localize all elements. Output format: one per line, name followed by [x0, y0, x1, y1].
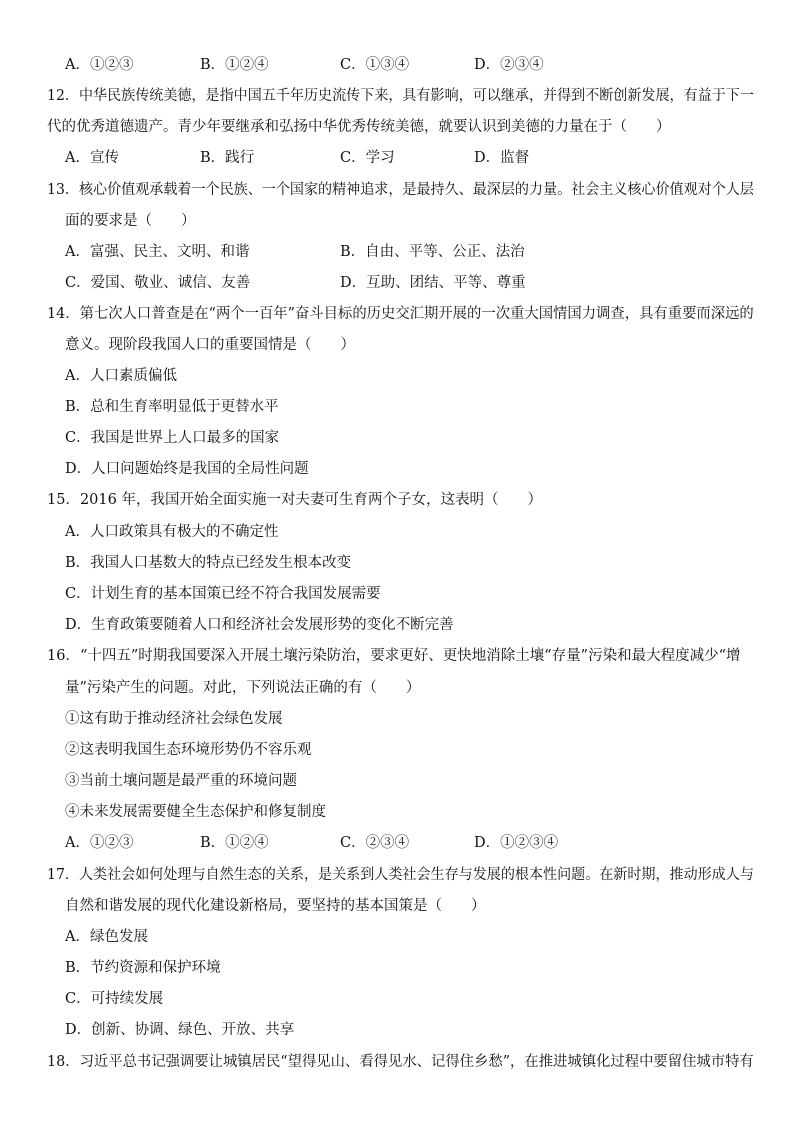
q16-stem-line2: 量”污染产生的问题。对此，下列说法正确的有（ ） [65, 680, 421, 696]
q14-option-d: D．人口问题始终是我国的全局性问题 [65, 461, 309, 477]
q14-option-a: A．人口素质偏低 [65, 368, 177, 384]
q17-option-c: C．可持续发展 [65, 991, 164, 1007]
q16-statement-4: ④未来发展需要健全生态保护和修复制度 [65, 804, 326, 820]
q16-statement-2: ②这表明我国生态环境形势仍不容乐观 [65, 742, 312, 758]
q12-option-d: D．监督 [474, 150, 530, 166]
q12-stem-line1: 12．中华民族传统美德，是指中国五千年历史流传下来，具有影响，可以继承，并得到不断创新发展，有益于下一 [47, 88, 754, 104]
q16-option-c: C．②③④ [340, 835, 410, 851]
q16-stem-line1: 16．“十四五”时期我国要深入开展土壤污染防治，要求更好、更快地消除土壤“存量”污染和最大程度减少“增 [47, 648, 741, 664]
q13-option-d: D．互助、团结、平等、尊重 [340, 275, 526, 291]
q13-stem-line1: 13．核心价值观承载着一个民族、一个国家的精神追求，是最持久、最深层的力量。社会主义核心价值观对个人层 [47, 182, 754, 198]
q11-option-d: D．②③④ [474, 57, 544, 73]
q12-option-c: C．学习 [340, 150, 395, 166]
q17-stem-line1: 17．人类社会如何处理与自然生态的关系，是关系到人类社会生存与发展的根本性问题。在新时期，推动形成人与 [47, 867, 754, 883]
q18-stem-line1: 18．习近平总书记强调要让城镇居民“望得见山、看得见水、记得住乡愁”，在推进城镇化过程中要留住城市特有 [47, 1054, 754, 1070]
q17-stem-line2: 自然和谐发展的现代化建设新格局，要坚持的基本国策是（ ） [65, 898, 486, 914]
q15-option-b: B．我国人口基数大的特点已经发生根本改变 [65, 555, 352, 571]
q12-stem-line2: 代的优秀道德遗产。青少年要继承和弘扬中华优秀传统美德，就要认识到美德的力量在于（ ） [47, 119, 671, 135]
q15-option-c: C．计划生育的基本国策已经不符合我国发展需要 [65, 586, 381, 602]
q16-statement-1: ①这有助于推动经济社会绿色发展 [65, 711, 283, 727]
q14-stem-line2: 意义。现阶段我国人口的重要国情是（ ） [65, 337, 355, 353]
q13-option-c: C．爱国、敬业、诚信、友善 [65, 275, 251, 291]
q17-option-d: D．创新、协调、绿色、开放、共享 [65, 1022, 295, 1038]
q17-option-a: A．绿色发展 [65, 929, 148, 945]
q14-option-c: C．我国是世界上人口最多的国家 [65, 430, 280, 446]
q14-option-b: B．总和生育率明显低于更替水平 [65, 399, 279, 415]
q13-option-b: B．自由、平等、公正、法治 [340, 244, 525, 260]
q15-option-d: D．生育政策要随着人口和经济社会发展形势的变化不断完善 [65, 617, 454, 633]
q15-stem-line1: 15．2016 年，我国开始全面实施一对夫妻可生育两个子女，这表明（ ） [47, 492, 542, 508]
q13-stem-line2: 面的要求是（ ） [65, 213, 196, 229]
q11-option-a: A．①②③ [65, 57, 134, 73]
q17-option-b: B．节约资源和保护环境 [65, 960, 221, 976]
q12-option-b: B．践行 [200, 150, 255, 166]
q12-option-a: A．宣传 [65, 150, 119, 166]
q13-option-a: A．富强、民主、文明、和谐 [65, 244, 250, 260]
q11-option-b: B．①②④ [200, 57, 269, 73]
q16-statement-3: ③当前土壤问题是最严重的环境问题 [65, 773, 297, 789]
q14-stem-line1: 14．第七次人口普查是在“两个一百年”奋斗目标的历史交汇期开展的一次重大国情国力调查，具有重要而深远的 [47, 306, 754, 322]
q16-option-a: A．①②③ [65, 835, 134, 851]
q15-option-a: A．人口政策具有极大的不确定性 [65, 524, 279, 540]
q16-option-d: D．①②③④ [474, 835, 559, 851]
q16-option-b: B．①②④ [200, 835, 269, 851]
q11-option-c: C．①③④ [340, 57, 410, 73]
